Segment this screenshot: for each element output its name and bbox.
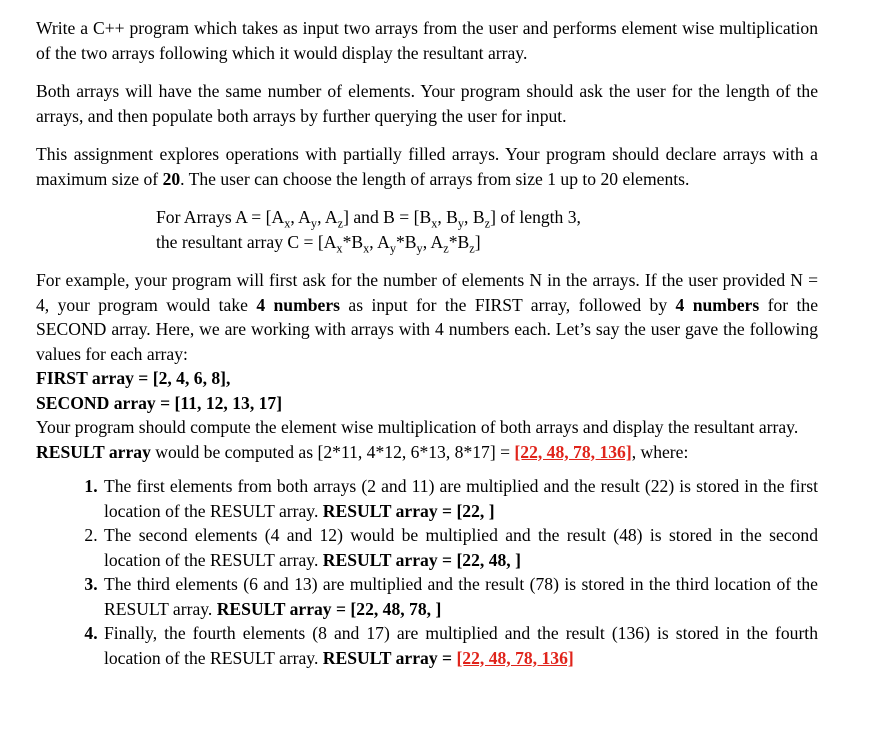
max-size-value: 20: [162, 168, 181, 189]
result-line: RESULT array would be computed as [2*11, 4*12, 6*13, 8*17] = [22, 48, 78, 136], where:: [36, 441, 689, 462]
max-size-paragraph: [36, 142, 818, 191]
final-result-value: [22, 48, 78, 136]: [456, 647, 574, 668]
second-array-line: SECOND array = [11, 12, 13, 17]: [36, 392, 283, 413]
formula-line-1: For Arrays $A = [A_x$, $A_y$, $A_z$] and $B = [B_x$, $B_y$, $B_z$] of length 3,: [156, 207, 581, 231]
max-size-text-a: This assignment explores operations with partially filled arrays. Your program should declare arrays with a maximum size of: [36, 144, 818, 189]
second-count-bold: 4 numbers: [675, 294, 760, 315]
intro-paragraph: Write a C++ program which takes as input two arrays from the user and performs element wise multiplication of the two arrays following which it would display the resultant array.: [36, 18, 818, 63]
first-count-bold: 4 numbers: [256, 294, 340, 315]
first-array-line: FIRST array = [2, 4, 6, 8],: [36, 368, 231, 388]
max-size-text-b: . The user can choose the length of arrays from size 1 up to 20 elements.: [180, 168, 690, 189]
result-value: [22, 48, 78, 136]: [514, 441, 632, 462]
step-item: 3. The third elements (6 and 13) are multiplied and the result (78) is stored in the third location of the RESULT array. RESULT array = [22, 48, 78, ]: [102, 572, 818, 621]
compute-paragraph: Your program should compute the element wise multiplication of both arrays and display the resultant array.: [36, 417, 799, 437]
same-length-paragraph: Both arrays will have the same number of elements. Your program should ask the user for the length of the arrays, and then populate both arrays by further querying the user for input.: [36, 81, 818, 126]
example-paragraph: For example, your program will first ask for the number of elements N in the arrays. If the user provided N = 4, your program would take 4 numbers as input for the FIRST array, followed by 4 numbers for the SECOND array. Here, we are working with arrays with 4 numbers each. Let’s say the user gave the following values for each array:: [36, 270, 819, 364]
step-item: 4. Finally, the fourth elements (8 and 17) are multiplied and the result (136) is stored in the fourth location of the RESULT array. RESULT array = [22, 48, 78, 136]: [102, 621, 818, 670]
step-item: 2. The second elements (4 and 12) would be multiplied and the result (48) is stored in the second location of the RESULT array. RESULT array = [22, 48, ]: [102, 523, 818, 572]
formula-block: [156, 205, 818, 254]
step-item: 1. The first elements from both arrays (2 and 11) are multiplied and the result (22) is stored in the first location of the RESULT array. RESULT array = [22, ]: [102, 474, 818, 523]
formula-line-2: the resultant array $C = [A_x*B_x$, $A_y*B_y$, $A_z*B_z$]: [156, 231, 481, 255]
assignment-document: [36, 16, 818, 670]
steps-list: [36, 474, 818, 670]
result-label: RESULT array: [36, 441, 151, 462]
